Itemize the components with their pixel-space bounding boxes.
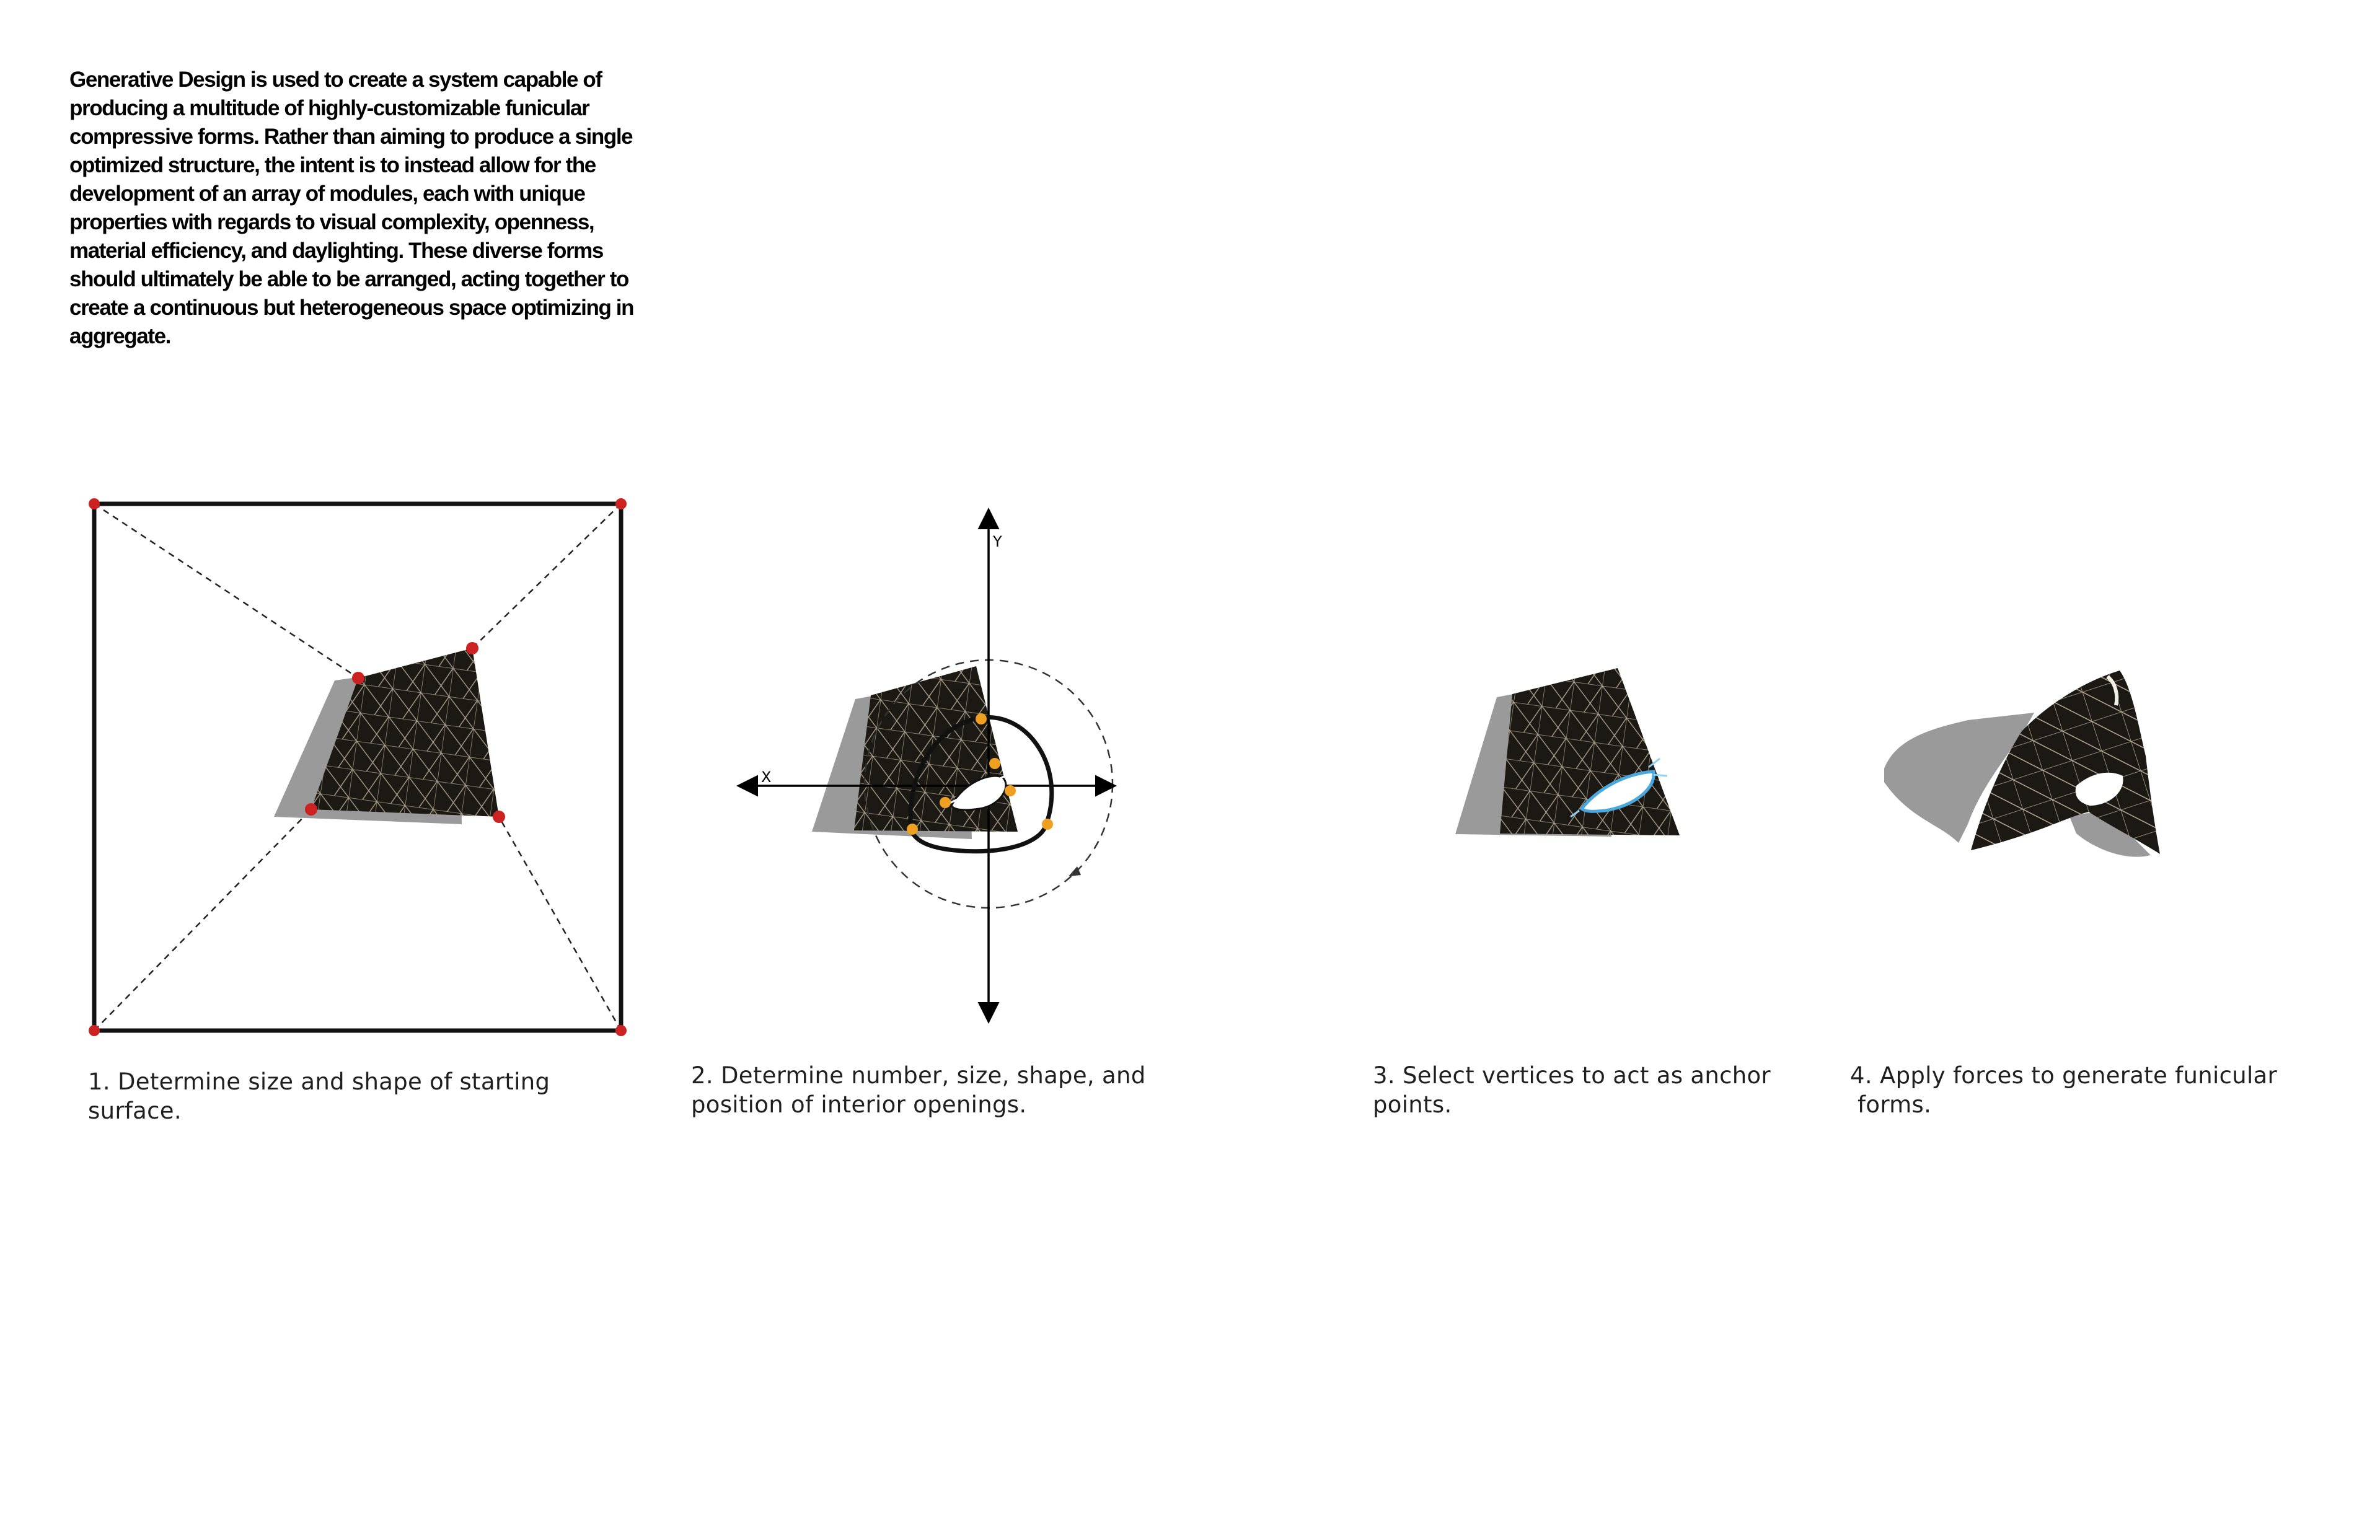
caption-line: points. — [1373, 1091, 1452, 1118]
stage1-surface-diagram — [89, 498, 627, 1036]
intro-line: optimized structure, the intent is to instead allow for the — [69, 153, 596, 177]
intro-line: development of an array of modules, each with unique — [69, 182, 585, 206]
step-4-caption — [1850, 1061, 2277, 1119]
stage2-openings-diagram — [741, 512, 1113, 1019]
caption-line: 4. Apply forces to generate funicular — [1850, 1062, 2278, 1089]
caption-line: 1. Determine size and shape of starting — [88, 1068, 550, 1095]
caption-line: surface. — [88, 1098, 182, 1124]
intro-line: compressive forms. Rather than aiming to produce a single — [69, 125, 633, 149]
intro-line: properties with regards to visual complexity, openness, — [69, 210, 594, 234]
intro-line: aggregate. — [69, 324, 170, 348]
caption-line: 3. Select vertices to act as anchor — [1373, 1062, 1771, 1089]
intro-line: Generative Design is used to create a system capable of — [69, 68, 602, 92]
caption-line: 2. Determine number, size, shape, and — [691, 1062, 1146, 1089]
caption-line: position of interior openings. — [691, 1091, 1027, 1118]
y-axis-label: Y — [993, 533, 1002, 550]
intro-line: create a continuous but heterogeneous space optimizing in — [69, 296, 634, 320]
step-2-caption — [691, 1061, 1146, 1119]
stage4-funicular-diagram — [1884, 671, 2160, 857]
surface-mesh — [311, 648, 499, 817]
step-3-caption — [1373, 1061, 1771, 1119]
intro-line: material efficiency, and daylighting. These diverse forms — [69, 239, 603, 263]
stage3-anchor-diagram — [1455, 668, 1680, 837]
step-1-caption — [88, 1067, 550, 1125]
intro-line: should ultimately be able to be arranged, acting together to — [69, 267, 628, 291]
caption-line: forms. — [1850, 1091, 1932, 1118]
x-axis-label: X — [761, 768, 772, 786]
intro-line: producing a multitude of highly-customizable funicular — [69, 96, 589, 120]
surface-mesh — [854, 666, 1018, 832]
